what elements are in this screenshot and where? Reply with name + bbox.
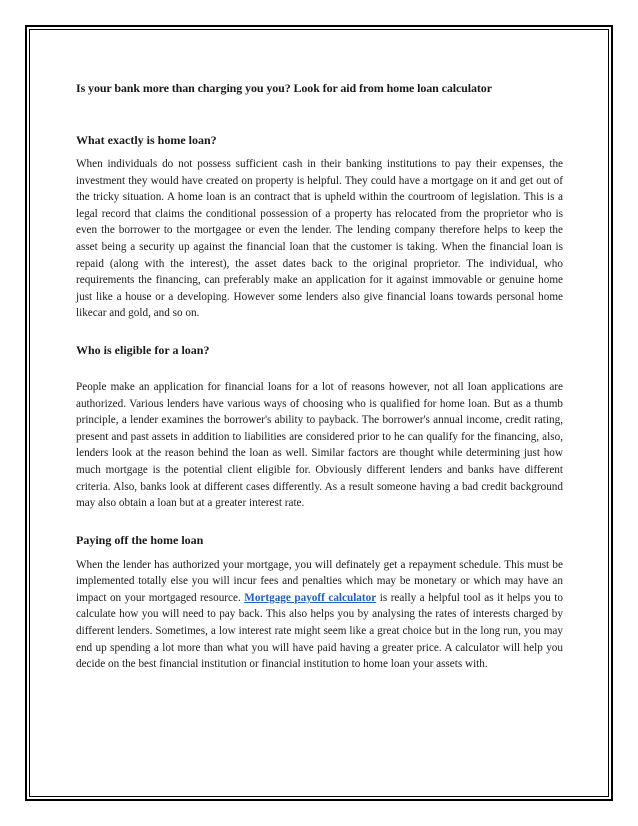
document-body <box>76 80 563 673</box>
section-paragraph <box>76 557 563 673</box>
section-heading: What exactly is home loan? <box>76 133 217 147</box>
paragraph-text-after-link: is really a helpful tool as it helps you to calculate how you will need to pay back. This also helps you by analysing the rates of interests charged by different lenders. Sometimes, a low interest rate might seem like a great choice but in the long run, you may end up spending a lot more than what you will have paid having a greater price. A calculator will help you decide on the best financial institution or financial institution to home loan your assets with. <box>76 591 564 671</box>
section-eligibility <box>76 342 563 512</box>
document-title: Is your bank more than charging you you? Look for aid from home loan calculator <box>76 81 492 95</box>
mortgage-payoff-calculator-link[interactable]: Mortgage payoff calculator <box>244 591 377 604</box>
section-paying-off <box>76 532 563 673</box>
section-paragraph: When individuals do not possess sufficient cash in their banking institutions to pay their expenses, the investment they would have created on property is helpful. They could have a mortgage on it and get out of the tricky situation. A home loan is an contract that is upheld within the courtroom of legislation. This is a legal record that claims the conditional possession of a property has relocated from the proprietor who is even the borrower to the mortgagee or even the lender. The lending company therefore helps to keep the asset being a security up against the financial loan that the customer is taking. When the financial loan is repaid (along with the interest), the asset dates back to the original proprietor. The individual, who requirements the financing, can preferably make an application for it against immovable or genuine home just like a house or a developing. However some lenders also give financial loans towards personal home likecar and gold, and so on. <box>76 158 563 320</box>
section-paragraph: People make an application for financial loans for a lot of reasons however, not all loan applications are authorized. Various lenders have various ways of choosing who is qualified for home loan. But as a thumb principle, a lender examines the borrower's ability to payback. The borrower's annual income, credit rating, present and past assets in addition to liabilities are considered prior to he can qualify for the financing, also, lenders look at the reason behind the loan as well. Similar factors are thought while determining just how much mortgage is the potential client eligible for. Obviously different lenders and banks have different criteria. Also, banks look at different cases differently. As a result someone having a bad credit background may also obtain a loan but at a greater interest rate. <box>76 380 563 510</box>
section-heading: Paying off the home loan <box>76 532 204 547</box>
paragraph-text-before-link: When the lender has authorized your mortgage, you will definately get a repayment schedule. This must be implemented totally else you will incur fees and penalties which may be monetary or which may have an impact on your mortgaged resource. <box>76 558 563 604</box>
section-heading: Who is eligible for a loan? <box>76 342 210 357</box>
section-what-is-home-loan <box>76 132 563 322</box>
